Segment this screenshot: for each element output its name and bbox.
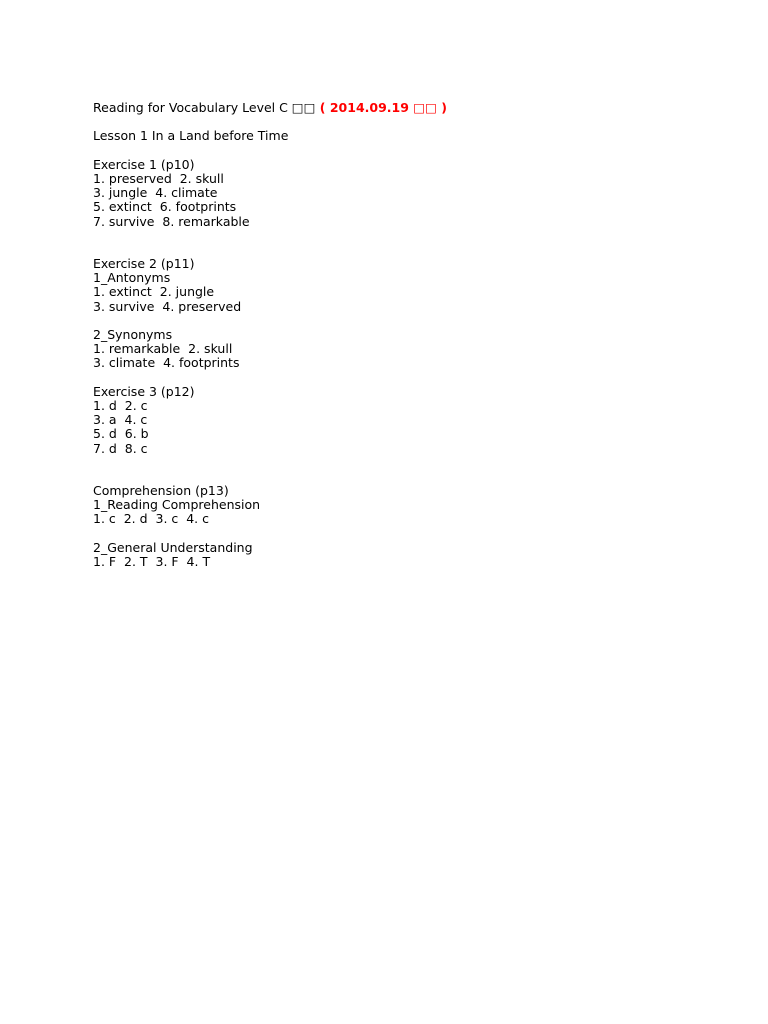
comprehension-heading: Comprehension (p13): [93, 483, 229, 499]
answer-line: 1. d 2. c: [93, 397, 148, 413]
document-page: [93, 101, 693, 569]
date-text: ( 2014.09.19 □□ ): [315, 100, 447, 115]
spacer: [93, 229, 693, 243]
lesson-heading: Lesson 1 In a Land before Time: [93, 128, 289, 144]
answer-line: 7. d 8. c: [93, 440, 148, 456]
answer-line: 3. survive 4. preserved: [93, 298, 242, 314]
answer-line: 5. extinct 6. footprints: [93, 199, 237, 215]
answer-line: 1. preserved 2. skull: [93, 170, 224, 186]
title-text: Reading for Vocabulary Level C □□: [93, 100, 316, 115]
answer-line: 3. jungle 4. climate: [93, 185, 218, 201]
answer-line: 5. d 6. b: [93, 426, 149, 442]
spacer: [93, 144, 693, 158]
document-title: [93, 101, 693, 115]
exercise2-heading: Exercise 2 (p11): [93, 256, 195, 272]
exercise1-heading: Exercise 1 (p10): [93, 156, 195, 172]
spacer: [93, 470, 693, 484]
answer-line: 3. a 4. c: [93, 412, 148, 428]
answer-line: 7. survive 8. remarkable: [93, 213, 250, 229]
spacer: [93, 115, 693, 129]
spacer: [93, 371, 693, 385]
spacer: [93, 314, 693, 328]
spacer: [93, 456, 693, 470]
general-understanding-heading: 2_General Understanding: [93, 539, 253, 555]
answer-line: 1. F 2. T 3. F 4. T: [93, 554, 211, 569]
reading-comprehension-heading: 1_Reading Comprehension: [93, 497, 261, 513]
antonyms-heading: 1_Antonyms: [93, 270, 171, 286]
answer-line: 1. extinct 2. jungle: [93, 284, 215, 300]
spacer: [93, 527, 693, 541]
answer-line: 3. climate 4. footprints: [93, 355, 240, 371]
synonyms-heading: 2_Synonyms: [93, 327, 173, 342]
spacer: [93, 243, 693, 257]
exercise3-heading: Exercise 3 (p12): [93, 383, 195, 399]
answer-line: 1. remarkable 2. skull: [93, 341, 233, 357]
answer-line: 1. c 2. d 3. c 4. c: [93, 511, 209, 527]
